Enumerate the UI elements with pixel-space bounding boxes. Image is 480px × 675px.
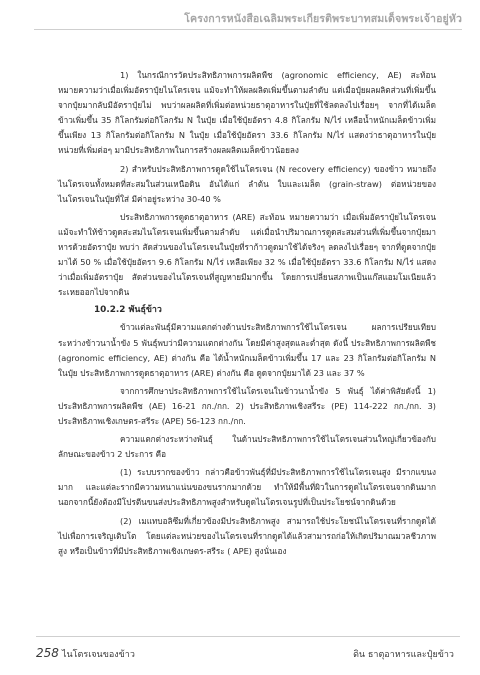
paragraph-root-system: (1) ระบบรากของข้าว กล่าวคือข้าวพันธุ์ที่มีประสิทธิภาพการใช้ไนโตรเจนสูง มีรากแขนงมาก และแต่ละรากมีความหนาแน่นของขนรากมากด้วย ทำให้มีพื้นที่ผิวในการดูดไนโตรเจนจากดินมาก นอกจากนี้ยังต้องมีโปรตีนขนส่งประสิทธิภาพสูงสำหรับดูดไนโตรเจนรูปที่เป็นประโยชน์จากดินด้วย bbox=[58, 467, 436, 508]
paragraph-n-recovery-efficiency: 2) สำหรับประสิทธิภาพการดูดใช้ไนโตรเจน (N recovery efficiency) ของข้าว หมายถึงไนโตรเจนทั้งหมดที่สะสมในส่วนเหนือดิน อันได้แก่ ลำต้น ใบและเมล็ด (grain-straw) ต่อหน่วยของไนโตรเจนในปุ๋ยที่ใส่ มีค่าอยู่ระหว่าง 30-40 % bbox=[58, 163, 436, 204]
paragraph-two-characteristics: ความแตกต่างระหว่างพันธุ์ ในด้านประสิทธิภาพการใช้ไนโตรเจนส่วนใหญ่เกี่ยวข้องกับลักษณะของข้าว 2 ประการ คือ bbox=[58, 434, 436, 460]
page-header bbox=[0, 0, 480, 36]
header-title: โครงการหนังสือเฉลิมพระเกียรติพระบาทสมเด็จพระเจ้าอยู่หัว bbox=[184, 13, 462, 25]
page-number: 258 bbox=[36, 646, 59, 660]
header-divider bbox=[34, 29, 462, 30]
body-text bbox=[58, 68, 436, 562]
paragraph-are: ประสิทธิภาพการดูดธาตุอาหาร (ARE) สะท้อน หมายความว่า เมื่อเพิ่มอัตราปุ๋ยไนโตรเจน แม้จะทำให้ข้าวดูดสะสมไนโตรเจนเพิ่มขึ้นตามลำดับ แต่เมื่อนำปริมาณการดูดสะสมส่วนที่เพิ่มขึ้นจากปุ๋ยมาหารด้วยอัตราปุ๋ย พบว่า สัดส่วนของไนโตรเจนในปุ๋ยที่ราก้าวดูดมาใช้ได้จริงๆ ลดลงไปเรื่อยๆ จากที่ดูดจากปุ๋ยมาได้ 50 % เมื่อใช้ปุ๋ยอัตรา 9.6 กิโลกรัม N/ไร่ เหลือเพียง 32 % เมื่อใช้ปุ๋ยอัตรา 33.6 กิโลกรัม N/ไร่ แสดงว่าเมื่อเพิ่มอัตราปุ๋ย สัดส่วนของไนโตรเจนที่สูญหายมีมากขึ้น โดยการเปลี่ยนสภาพเป็นแก๊สแอมโมเนียแล้วระเหยออกไปจากดิน bbox=[58, 211, 436, 298]
paragraph-five-varieties-study: จากการศึกษาประสิทธิภาพการใช้ไนโตรเจนในข้าวนาน้ำขัง 5 พันธุ์ ได้ค่าพิสัยดังนี้ 1) ประสิทธิภาพการผลิตพืช (AE) 16-21 กก./กก. 2) ประสิทธิภาพเชิงสรีระ (PE) 114-222 กก./กก. 3) ประสิทธิภาพเชิงเกษตร-สรีระ (APE) 56-123 กก./กก. bbox=[58, 385, 436, 426]
page-footer bbox=[0, 635, 480, 675]
paragraph-agronomic-efficiency: 1) ในกรณีการวัดประสิทธิภาพการผลิตพืช (agronomic efficiency, AE) สะท้อน หมายความว่าเมื่อเพิ่มอัตราปุ๋ยไนโตรเจน แม้จะทำให้ผลผลิตเพิ่มขึ้นตามลำดับ แต่เมื่อปุ๋ยผลผลิตส่วนที่เพิ่มขึ้นจากปุ๋ยมากลับมีอัตราปุ๋ยไม่ พบว่าผลผลิตที่เพิ่มต่อหน่วยธาตุอาหารในปุ๋ยที่ใช้ลดลงไปเรื่อยๆ จากที่ได้เมล็ดข้าวเพิ่มขึ้น 35 กิโลกรัมต่อกิโลกรัม N ในปุ๋ย เมื่อใช้ปุ๋ยอัตรา 4.8 กิโลกรัม N/ไร่ เหลือน้ำหนักเมล็ดข้าวเพิ่มขึ้นเพียง 13 กิโลกรัมต่อกิโลกรัม N ในปุ๋ย เมื่อใช้ปุ๋ยอัตรา 33.6 กิโลกรัม N/ไร่ แสดงว่าธาตุอาหารในปุ๋ยหน่วยที่เพิ่มต่อๆ มามีประสิทธิภาพในการสร้างผลผลิตเมล็ดข้าวน้อยลง bbox=[58, 70, 436, 156]
paragraph-rice-varieties: ข้าวแต่ละพันธุ์มีความแตกต่างด้านประสิทธิภาพการใช้ไนโตรเจน ผลการเปรียบเทียบระหว่างข้าวนาน้ำขัง 5 พันธุ์พบว่ามีความแตกต่างกัน โดยมีค่าสูงสุดและต่ำสุด ดังนี้ ประสิทธิภาพการผลิตพืช (agronomic efficiency, AE) ต่างกัน คือ ได้น้ำหนักเมล็ดข้าวเพิ่มขึ้น 17 และ 23 กิโลกรัมต่อกิโลกรัม N ในปุ๋ย ประสิทธิภาพการดูดธาตุอาหาร (ARE) ต่างกัน คือ ดูดจากปุ๋ยมาได้ 23 และ 37 % bbox=[58, 322, 436, 378]
section-heading: 10.2.2 พันธุ์ข้าว bbox=[94, 305, 162, 316]
paragraph-metabolism: (2) เมแทบอลิซึมที่เกี่ยวข้องมีประสิทธิภาพสูง สามารถใช้ประโยชน์ไนโตรเจนที่รากดูดได้ ไปเพื่อการเจริญเติบโต โดยแต่ละหน่วยของไนโตรเจนที่รากดูดได้แล้วสามารถก่อให้เกิดปริมาณมวลชีวภาพสูง หรือเป็นข้าวที่มีประสิทธิภาพเชิงเกษตร-สรีระ ( APE) สูงนั่นเอง bbox=[58, 515, 436, 556]
footer-chapter-title: ไนโตรเจนของข้าว bbox=[62, 650, 135, 660]
footer-book-title: ดิน ธาตุอาหารและปุ๋ยข้าว bbox=[353, 650, 454, 660]
footer-divider bbox=[36, 636, 460, 637]
